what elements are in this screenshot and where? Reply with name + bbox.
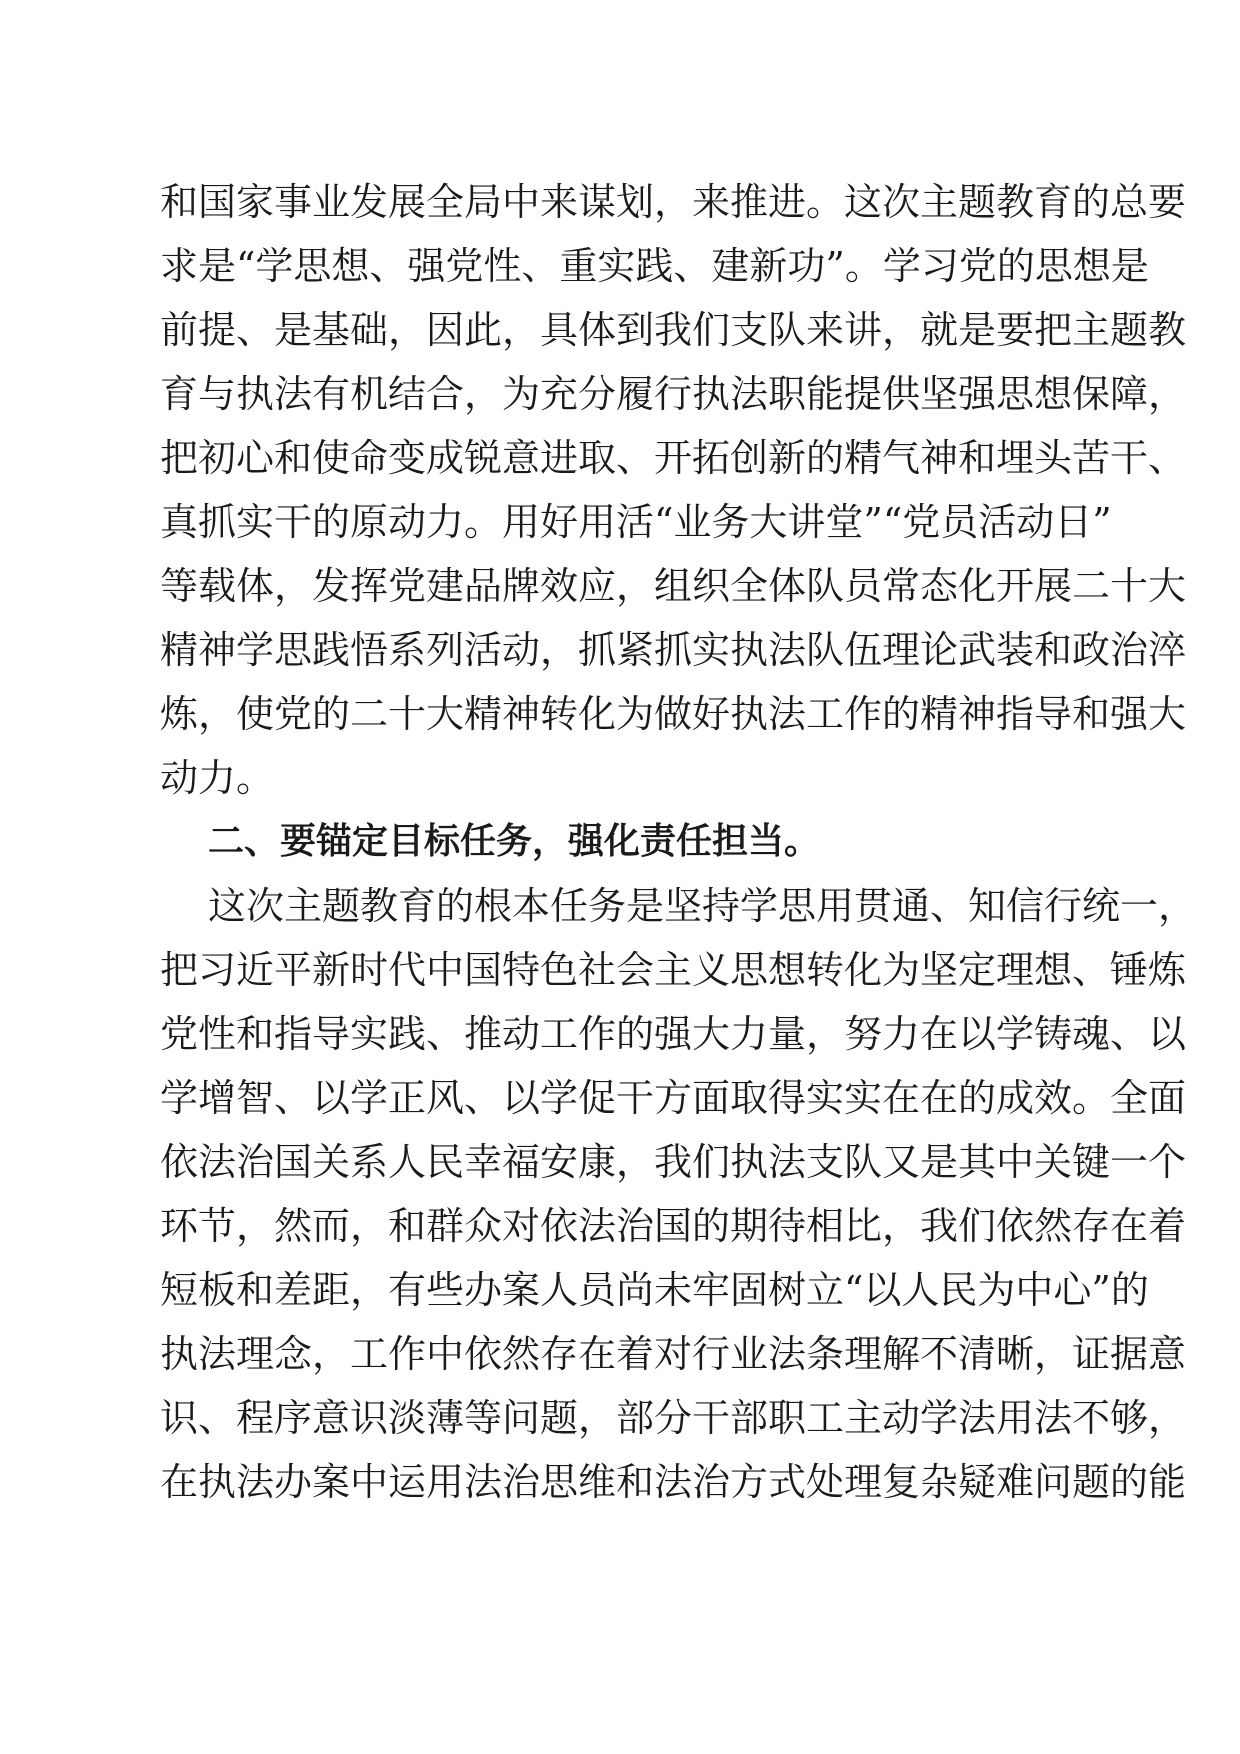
paragraph2-line-1: 这次主题教育的根本任务是坚持学思用贯通、知信行统一，	[208, 884, 1197, 928]
paragraph2-line-3: 党性和指导实践、推动工作的强大力量，努力在以学铸魂、以	[160, 1012, 1187, 1056]
paragraph2-line-7: 短板和差距，有些办案人员尚未牢固树立“以人民为中心”的	[160, 1268, 1149, 1312]
paragraph2-line-8: 执法理念，工作中依然存在着对行业法条理解不清晰，证据意	[160, 1332, 1187, 1376]
paragraph2-line-2: 把习近平新时代中国特色社会主义思想转化为坚定理想、锤炼	[160, 948, 1187, 992]
paragraph2-line-9: 识、程序意识淡薄等问题，部分干部职工主动学法用法不够，	[160, 1396, 1187, 1440]
paragraph1-line-5: 把初心和使命变成锐意进取、开拓创新的精气神和埋头苦干、	[160, 436, 1187, 480]
paragraph2-line-5: 依法治国关系人民幸福安康，我们执法支队又是其中关键一个	[160, 1140, 1187, 1184]
paragraph1-line-7: 等载体，发挥党建品牌效应，组织全体队员常态化开展二十大	[160, 564, 1187, 608]
paragraph2-line-6: 环节，然而，和群众对依法治国的期待相比，我们依然存在着	[160, 1204, 1187, 1248]
paragraph1-line-10: 动力。	[160, 756, 275, 800]
paragraph1-line-1: 和国家事业发展全局中来谋划，来推进。这次主题教育的总要	[160, 180, 1187, 224]
paragraph1-line-9: 炼，使党的二十大精神转化为做好执法工作的精神指导和强大	[160, 692, 1187, 736]
paragraph2-line-10: 在执法办案中运用法治思维和法治方式处理复杂疑难问题的能	[160, 1460, 1187, 1504]
paragraph1-line-8: 精神学思践悟系列活动，抓紧抓实执法队伍理论武装和政治淬	[160, 628, 1187, 672]
paragraph1-line-3: 前提、是基础，因此，具体到我们支队来讲，就是要把主题教	[160, 308, 1187, 352]
paragraph2-line-4: 学增智、以学正风、以学促干方面取得实实在在的成效。全面	[160, 1076, 1187, 1120]
paragraph1-line-2: 求是“学思想、强党性、重实践、建新功”。学习党的思想是	[160, 244, 1149, 288]
paragraph1-line-4: 育与执法有机结合，为充分履行执法职能提供坚强思想保障，	[160, 372, 1187, 416]
section-2-heading: 二、要锚定目标任务，强化责任担当。	[208, 821, 821, 862]
paragraph1-line-6: 真抓实干的原动力。用好用活“业务大讲堂”“党员活动日”	[160, 500, 1112, 544]
